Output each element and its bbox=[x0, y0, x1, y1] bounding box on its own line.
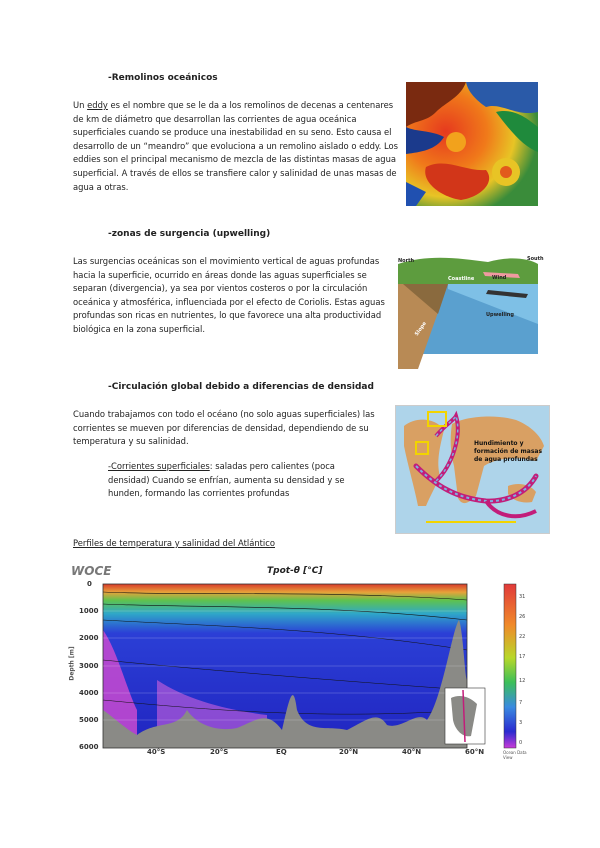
paragraph-body: es el nombre que se le da a los remolinos de decenas a centenares de km de diámetro que desarrollan las corrientes de agua oceánica superficiales cuando se produce una inestabilidad en su seno. Esto causa el desarrollo de un “meandro” que evoluciona a un remolino aislado o eddy. Los eddies son el principal mecanismo de mezcla de las distintas masas de agua superficial. A través de ellos se transfiere calor y salinidad de unas masas de agua a otras. bbox=[73, 100, 399, 192]
paragraph-upwelling: Las surgencias oceánicas son el movimiento vertical de aguas profundas hacia la superficie, ocurrido en áreas donde las aguas superficiales se separan (divergencia), ya sea por vientos costeros o por la circulación oceánica y atmosférica, influenciada por el efecto de Coriolis. Estas aguas profundas son ricas en nutrientes, lo que favorece una alta productividad biológica en la zona superficial. bbox=[73, 256, 385, 334]
y-tick: 0 bbox=[87, 580, 92, 588]
woce-logo: WOCE bbox=[71, 564, 112, 578]
paragraph-corrientes-body: : saladas pero calientes (poca densidad) Cuando se enfrían, aumenta su densidad y se hunden, formando las corrientes profundas bbox=[108, 461, 345, 499]
colorbar-tick: 0 bbox=[519, 740, 523, 746]
label-south: South bbox=[527, 256, 544, 262]
colorbar-tick: 17 bbox=[519, 654, 526, 660]
colorbar-tick: 31 bbox=[519, 594, 526, 600]
label-slope: Slope bbox=[413, 320, 428, 338]
term-eddy: eddy bbox=[87, 100, 108, 110]
profile-title: Tpot-θ [°C] bbox=[267, 566, 323, 576]
label-upwelling: Upwelling bbox=[486, 312, 514, 318]
colorbar-tick: 26 bbox=[519, 614, 526, 620]
y-tick: 2000 bbox=[79, 634, 99, 642]
y-tick: 1000 bbox=[79, 607, 99, 615]
colorbar-tick: 7 bbox=[519, 700, 523, 706]
label-north: North bbox=[398, 258, 415, 264]
x-tick: EQ bbox=[276, 748, 287, 756]
heading-remolinos: -Remolinos oceánicos bbox=[108, 73, 218, 83]
x-tick: 60°N bbox=[465, 748, 485, 756]
paragraph-eddies bbox=[73, 99, 400, 194]
paragraph-circulacion: Cuando trabajamos con todo el océano (no solo aguas superficiales) las corrientes se mueven por diferencias de densidad, dependiendo de su temperatura y su salinidad. bbox=[73, 409, 375, 447]
upwelling-diagram bbox=[388, 244, 548, 372]
colorbar-tick: 22 bbox=[519, 634, 526, 640]
satellite-eddy-image bbox=[406, 82, 538, 206]
paragraph-prefix: Un bbox=[73, 100, 88, 110]
conveyor-belt-map bbox=[395, 405, 550, 534]
x-tick: 20°N bbox=[339, 748, 359, 756]
term-corrientes-superficiales: -Corrientes superficiales bbox=[108, 461, 210, 471]
y-axis-label: Depth [m] bbox=[68, 646, 76, 681]
x-tick: 20°S bbox=[210, 748, 229, 756]
colorbar-tick: 12 bbox=[519, 678, 526, 684]
label-hundimiento: Hundimiento y formación de masas de agua profundas bbox=[474, 440, 543, 463]
atlantic-section-figure bbox=[67, 560, 527, 760]
section-label: A16 bbox=[470, 678, 490, 688]
y-tick: 3000 bbox=[79, 662, 99, 670]
heading-circulacion: -Circulación global debido a diferencias de densidad bbox=[108, 382, 374, 392]
y-tick: 6000 bbox=[79, 743, 99, 751]
caption-perfiles: Perfiles de temperatura y salinidad del Atlántico bbox=[73, 538, 275, 548]
y-tick: 4000 bbox=[79, 689, 99, 697]
x-tick: 40°S bbox=[147, 748, 166, 756]
colorbar-tick: 3 bbox=[519, 720, 523, 726]
colorbar-caption: Ocean Data View bbox=[503, 750, 527, 760]
label-wind: Wind bbox=[492, 275, 507, 281]
x-tick: 40°N bbox=[402, 748, 422, 756]
heading-upwelling: -zonas de surgencia (upwelling) bbox=[108, 229, 271, 239]
y-tick: 5000 bbox=[79, 716, 99, 724]
label-coastline: Coastline bbox=[448, 276, 475, 282]
paragraph-corrientes bbox=[108, 460, 370, 501]
